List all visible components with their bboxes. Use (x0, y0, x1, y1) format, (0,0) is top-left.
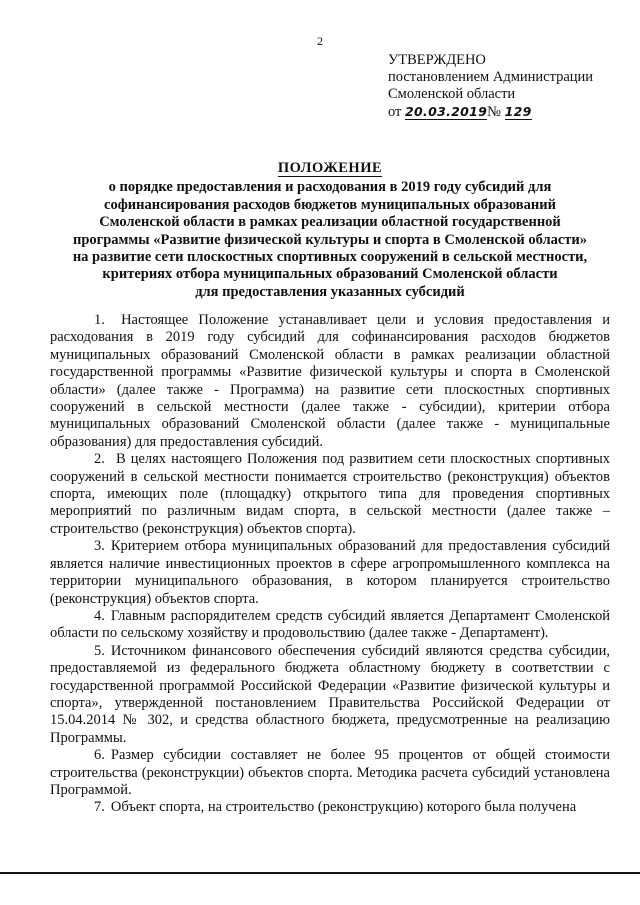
approval-stamp (388, 52, 628, 121)
paragraph-7 (50, 799, 610, 816)
approval-region: Смоленской области (388, 86, 516, 102)
paragraph-number: 1. (94, 312, 105, 328)
paragraph-number: 7. (94, 799, 105, 816)
paragraph-number: 5. (94, 642, 105, 659)
title-line: для предоставления указанных субсидий (195, 283, 465, 300)
paragraph-text: Критерием отбора муниципальных образований для предоставления субсидий является наличие инвестиционных проектов в сфере агропромышленного комплекса на территории муниципального образования, в котором планируется строительство (реконструкция) объектов спорта. (50, 538, 610, 607)
paragraph-3 (50, 538, 610, 608)
paragraph-6 (50, 747, 610, 799)
title-line: софинансирования расходов бюджетов муниципальных образований (104, 196, 556, 213)
title-line: о порядке предоставления и расходования в 2019 году субсидий для (108, 179, 552, 196)
page-bottom-rule (0, 872, 640, 874)
title-line: программы «Развитие физической культуры и спорта в Смоленской области» (72, 231, 588, 248)
paragraph-text: Главным распорядителем средств субсидий является Департамент Смоленской области по сельскому хозяйству и продовольствию (далее также - Департамент). (50, 607, 610, 642)
title-line: на развитие сети плоскостных спортивных сооружений в сельской местности, (72, 249, 588, 266)
approval-date: 20.03.2019 (405, 104, 488, 119)
document-body (50, 312, 610, 817)
approval-date-prefix: от (388, 104, 402, 120)
paragraph-number: 2. (94, 451, 105, 468)
page-number: 2 (317, 34, 323, 48)
paragraph-4 (50, 608, 610, 643)
approval-date-line (388, 103, 628, 121)
paragraph-text: В целях настоящего Положения под развитием сети плоскостных спортивных сооружений в сельской местности понимается строительство (реконструкция) объектов спорта, имеющих поле (площадку) открытого типа для проведения спортивных мероприятий по различным видам спорта, в сельской местности (далее также – строительство (реконструкция) объектов спорта). (50, 451, 611, 537)
paragraph-number: 4. (94, 607, 105, 624)
paragraph-number: 6. (94, 747, 105, 764)
paragraph-text: Источником финансового обеспечения субсидий являются средства субсидии, предоставляемой из федерального бюджета областному бюджету в соответствии с государственной программой Российской Федерации «Развитие физической культуры и спорта», утвержденной постановлением Правительства Российской Федерации от 15.04.2014 № 302, и средства областного бюджета, предусмотренные на реализацию Программы. (50, 642, 610, 746)
paragraph-text: Объект спорта, на строительство (реконструкцию) которого была получена (110, 799, 577, 816)
paragraph-1 (50, 312, 610, 451)
title-line: Смоленской области в рамках реализации областной государственной (99, 214, 561, 231)
approval-number: 129 (504, 104, 532, 119)
approval-label: УТВЕРЖДЕНО (388, 52, 486, 68)
title-heading: ПОЛОЖЕНИЕ (277, 160, 383, 176)
document-title (50, 160, 610, 301)
paragraph-number: 3. (94, 538, 105, 555)
approval-authority: постановлением Администрации (388, 69, 594, 85)
title-line: критериях отбора муниципальных образований Смоленской области (102, 266, 558, 283)
paragraph-text: Настоящее Положение устанавливает цели и условия предоставления и расходования в 2019 году субсидий для софинансирования расходов бюджетов муниципальных образований Смоленской области в рамках реализации областной государственной программы «Развитие физической культуры и спорта в Смоленской области» (далее также - Программа) на развитие сети плоскостных спортивных сооружений в сельской местности (далее также - субсидии), критерии отбора муниципальных образований Смоленской области (далее также - муниципальные образования) для предоставления субсидий. (50, 312, 610, 450)
paragraph-5 (50, 643, 610, 747)
paragraph-text: Размер субсидии составляет не более 95 процентов от общей стоимости строительства (реконструкции) объектов спорта. Методика расчета субсидий установлена Программой. (50, 747, 610, 798)
approval-number-sign: № (487, 104, 501, 120)
paragraph-2 (50, 451, 610, 538)
